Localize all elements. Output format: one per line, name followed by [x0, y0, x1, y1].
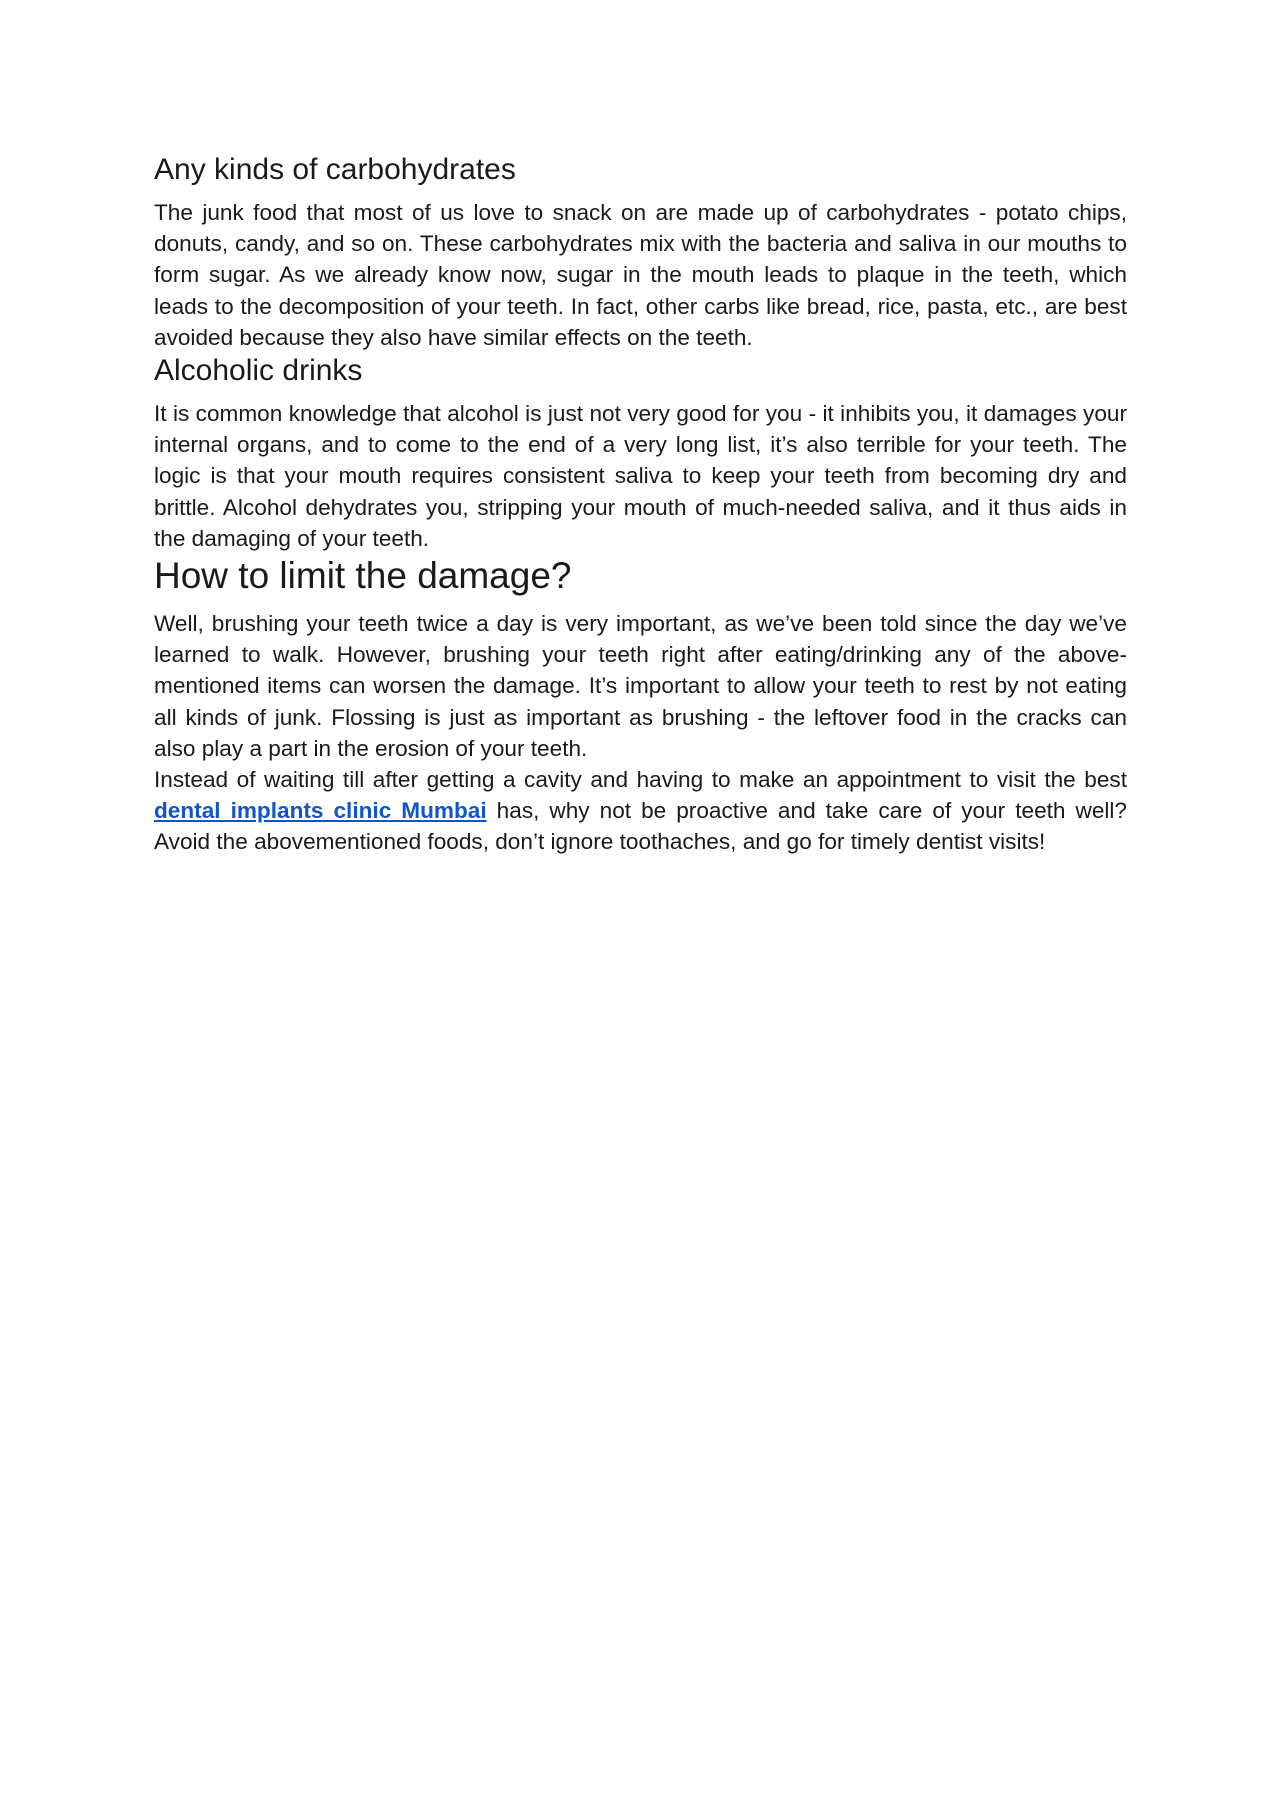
paragraph-brushing: Well, brushing your teeth twice a day is very important, as we’ve been told since the day we’ve learned to walk. However, brushing your teeth right after eating/drinking any of the above-mentioned items can worsen the damage. It’s important to allow your teeth to rest by not eating all kinds of junk. Flossing is just as important as brushing - the leftover food in the cracks can also play a part in the erosion of your teeth. — [154, 611, 1127, 761]
paragraph-carbohydrates: The junk food that most of us love to snack on are made up of carbohydrates - potato chips, donuts, candy, and so on. These carbohydrates mix with the bacteria and saliva in our mouths to form sugar. As we already know now, sugar in the mouth leads to plaque in the teeth, which leads to the decomposition of your teeth. In fact, other carbs like bread, rice, pasta, etc., are best avoided because they also have similar effects on the teeth. — [154, 200, 1127, 350]
dental-implants-clinic-link[interactable]: dental implants clinic Mumbai — [154, 798, 487, 824]
paragraph-dentist-visit-tail: has, why not be proactive and take care of your teeth well? Avoid the abovementioned foods, don’t ignore toothaches, and go for timely dentist visits! — [154, 798, 1127, 855]
heading-limit-damage: How to limit the damage? — [154, 555, 572, 597]
paragraph-dentist-visit — [154, 764, 1127, 858]
paragraph-dentist-visit-lead: Instead of waiting till after getting a cavity and having to make an appointment to visit the best — [154, 767, 1127, 793]
heading-carbohydrates: Any kinds of carbohydrates — [154, 153, 516, 186]
paragraph-alcoholic-drinks: It is common knowledge that alcohol is just not very good for you - it inhibits you, it damages your internal organs, and to come to the end of a very long list, it’s also terrible for your teeth. The logic is that your mouth requires consistent saliva to keep your teeth from becoming dry and brittle. Alcohol dehydrates you, stripping your mouth of much-needed saliva, and it thus aids in the damaging of your teeth. — [154, 401, 1127, 551]
heading-alcoholic-drinks: Alcoholic drinks — [154, 354, 363, 388]
